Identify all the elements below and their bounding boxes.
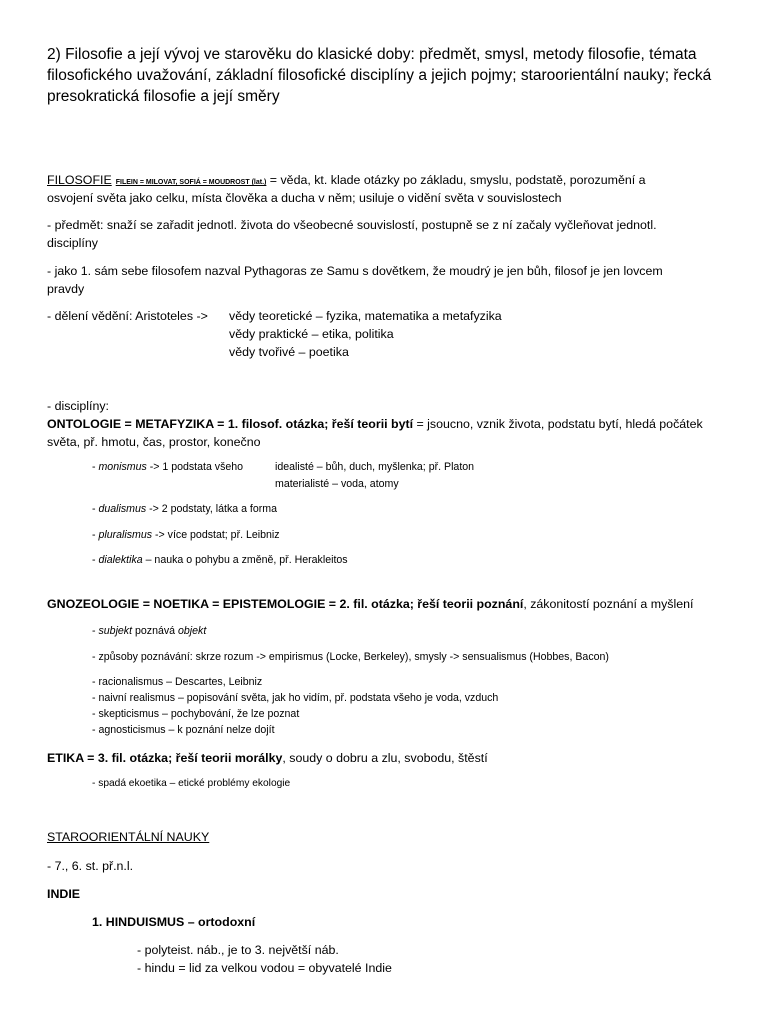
etika-sub: - spadá ekoetika – etické problémy ekologie [92,778,291,789]
pluralismus-term: pluralismus [98,529,153,541]
gnozeologie-list-item: - racionalismus – Descartes, Leibniz [92,676,263,688]
staro-date: - 7., 6. st. př.n.l. [47,859,134,873]
gnozeologie-emphasis: řeší teorii poznání [417,597,524,611]
staro-heading: STAROORIENTÁLNÍ NAUKY [47,830,210,844]
dualismus-item: - dualismus -> 2 podstaty, látka a forma [92,503,278,515]
pythagoras-line1: - jako 1. sám sebe filosofem nazval Pythagoras ze Samu s dovětkem, že moudrý je jen bůh, filosof je jen lovcem [47,264,663,278]
gnozeologie-list-item: - naivní realismus – popisování světa, jak ho vidím, př. podstata všeho je voda, vzduch [92,692,499,704]
filosofie-def-text: = věda, kt. klade otázky po základu, smyslu, podstatě, porozumění a [266,173,646,187]
gnozeologie-text: , zákonitostí poznání a myšlení [523,597,694,611]
dialektika-term: dialektika [98,554,143,566]
monismus-item: - monismus -> 1 podstata všeho [92,461,244,473]
indie-heading: INDIE [47,887,81,901]
etika-heading: ETIKA = 3. fil. otázka; [47,751,176,765]
pythagoras-line2: pravdy [47,282,85,296]
discipliny-label: - disciplíny: [47,399,109,413]
deleni-item: vědy teoretické – fyzika, matematika a metafyzika [229,309,502,323]
subjekt-term: subjekt [98,625,133,637]
monismus-materialists: materialisté – voda, atomy [275,478,399,490]
deleni-label: - dělení vědění: Aristoteles -> [47,309,208,323]
gnozeologie-list-item: - skepticismus – pochybování, že lze poznat [92,708,300,720]
monismus-idealists: idealisté – bůh, duch, myšlenka; př. Platon [275,461,475,473]
pluralismus-item: - pluralismus -> více podstat; př. Leibniz [92,529,280,541]
hinduismus-bullet: - hindu = lid za velkou vodou = obyvatelé Indie [137,961,392,975]
hinduismus-bullet: - polyteist. náb., je to 3. největší náb. [137,943,339,957]
ontologie-line1 [47,415,703,433]
zpusoby-item: - způsoby poznávání: skrze rozum -> empirismus (Locke, Berkeley), smysly -> sensualismus (Hobbes, Bacon) [92,651,609,663]
dialektika-item: - dialektika – nauka o pohybu a změně, př. Herakleitos [92,554,348,566]
monismus-term: monismus [98,461,147,473]
etika-text: , soudy o dobru a zlu, svobodu, štěstí [282,751,488,765]
gnozeologie-line1 [47,595,693,613]
filosofie-definition-line2: osvojení světa jako celku, místa člověka a ducha v něm; usiluje o vidění světa v souvislostech [47,191,562,205]
hinduismus-heading: 1. HINDUISMUS – ortodoxní [92,915,256,929]
objekt-term: objekt [178,625,207,637]
predmet-line1: - předmět: snaží se zařadit jednotl. života do všeobecné souvislostí, postupně se z ní začaly vyčleňovat jednotl. [47,218,657,232]
subjekt-item: - subjekt poznává objekt [92,625,207,637]
ontologie-emphasis: řeší teorii bytí [331,417,414,431]
ontologie-heading: ONTOLOGIE = METAFYZIKA = 1. filosof. otázka; [47,417,332,431]
deleni-item: vědy praktické – etika, politika [229,327,394,341]
etika-emphasis: řeší teorii morálky [175,751,283,765]
gnozeologie-heading: GNOZEOLOGIE = NOETIKA = EPISTEMOLOGIE = 2. fil. otázka; [47,597,418,611]
deleni-item: vědy tvořivé – poetika [229,345,349,359]
ontologie-line2: světa, př. hmotu, čas, prostor, konečno [47,435,261,449]
etika-line1 [47,749,488,767]
filosofie-etymology: FILEIN = MILOVAT, SOFIÁ = MOUDROST (lat.) [115,179,267,186]
page-title: 2) Filosofie a její vývoj ve starověku do klasické doby: předmět, smysl, metody filosofie, témata filosofického uvažování, základní filosofické disciplíny a jejich pojmy; staroorientální nauky; řecká presokratická filosofie a její směry [47,46,712,105]
ontologie-text: = jsoucno, vznik života, podstatu bytí, hledá počátek [413,417,703,431]
filosofie-heading: FILOSOFIE [47,173,112,187]
gnozeologie-list-item: - agnosticismus – k poznání nelze dojít [92,724,275,736]
predmet-line2: disciplíny [47,236,98,250]
dualismus-term: dualismus [98,503,147,515]
